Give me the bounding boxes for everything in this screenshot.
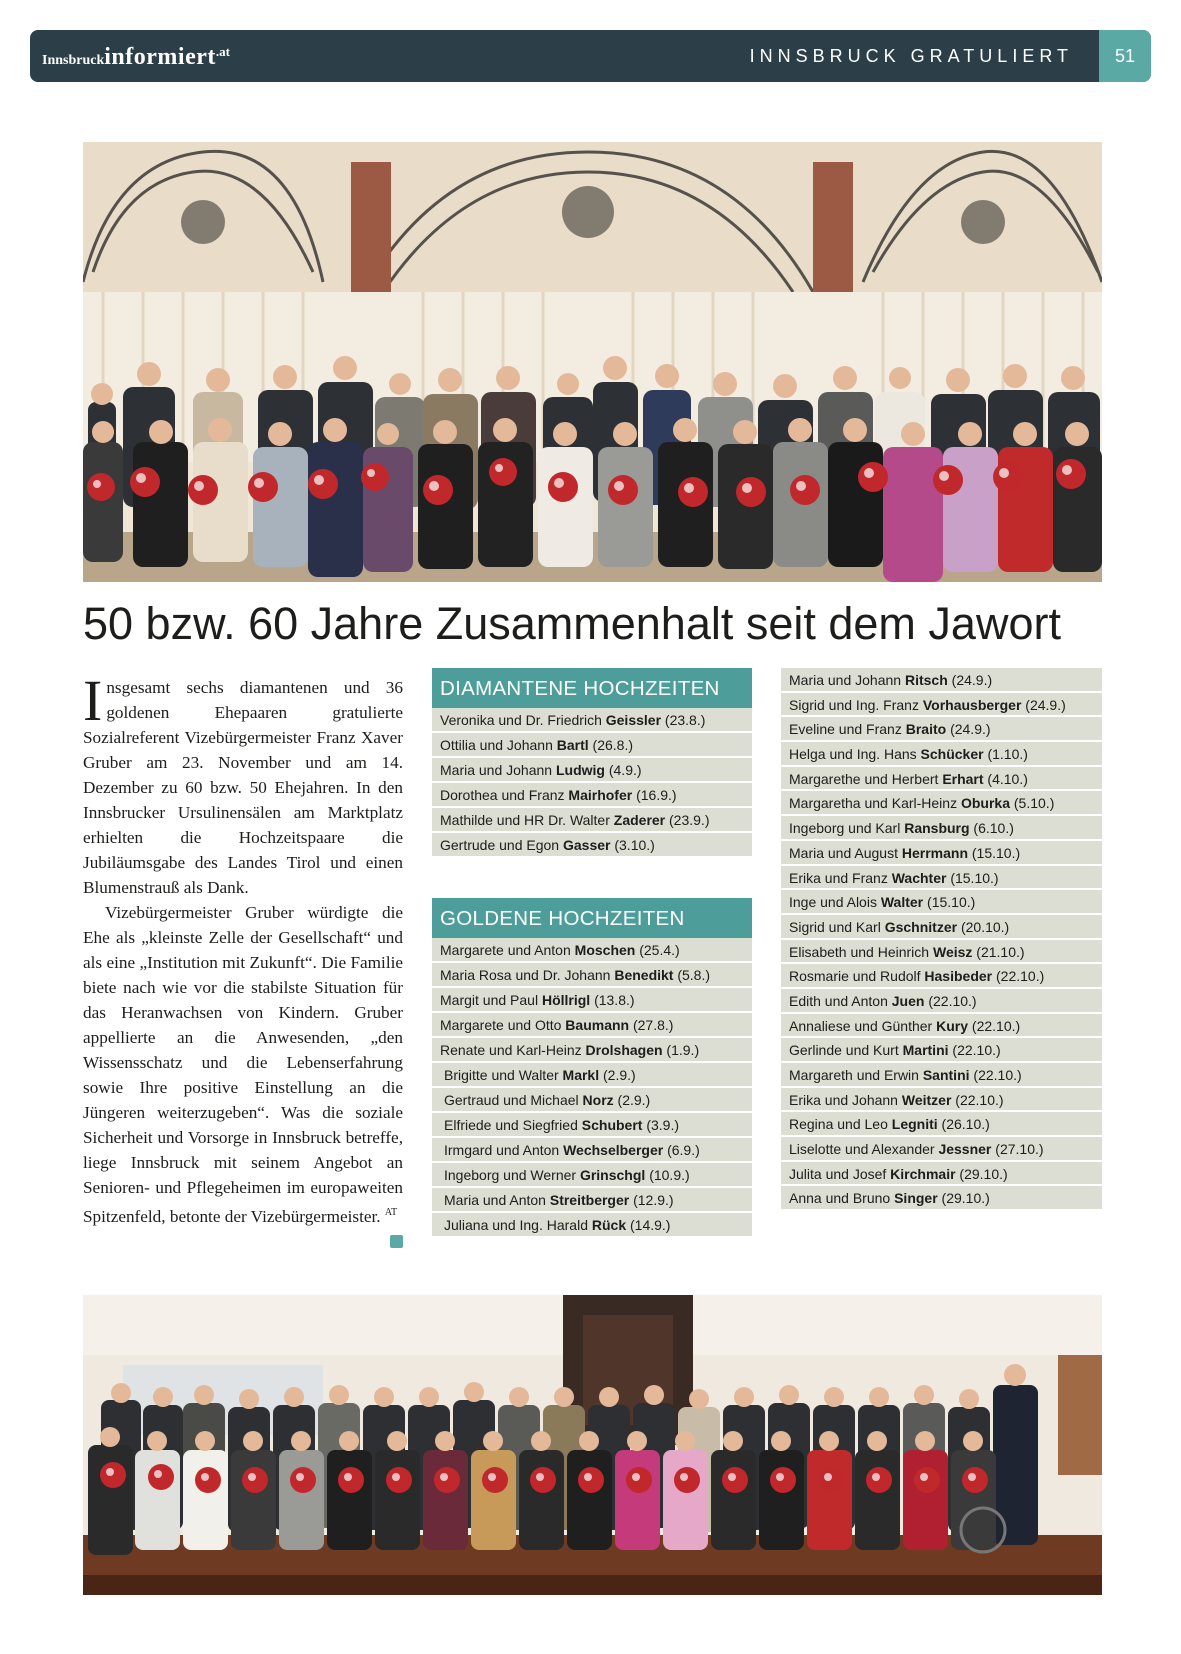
couple-surname: Benedikt <box>614 967 674 983</box>
couple-surname: Kirchmair <box>890 1165 956 1182</box>
couple-first-names: Ingeborg und Karl <box>789 820 905 837</box>
wedding-date: (26.10.) <box>937 1116 990 1133</box>
article-body <box>83 668 403 1248</box>
wedding-couple-row <box>432 1213 752 1238</box>
wedding-couple-row <box>432 1113 752 1138</box>
couple-surname: Weitzer <box>901 1091 952 1108</box>
wedding-date: (1.9.) <box>662 1042 700 1058</box>
wedding-couple-row <box>781 742 1102 767</box>
wedding-date: (6.10.) <box>969 820 1014 837</box>
couple-surname: Ransburg <box>904 820 970 837</box>
wedding-couple-row <box>432 1163 752 1188</box>
wedding-couple-row <box>781 890 1102 915</box>
group-photo-bottom-image <box>83 1295 1102 1595</box>
wedding-date: (20.10.) <box>957 918 1010 935</box>
couple-first-names: Annaliese und Günther <box>789 1017 937 1034</box>
article-headline: 50 bzw. 60 Jahre Zusammenhalt seit dem Jawort <box>83 598 1061 649</box>
wedding-date: (22.10.) <box>969 1067 1022 1083</box>
wedding-couple-row <box>781 1186 1102 1211</box>
wedding-couple-row <box>781 866 1102 891</box>
couple-first-names: Liselotte und Alexander <box>789 1141 939 1158</box>
couple-first-names: Sigrid und Karl <box>789 918 885 935</box>
group-photo-top-image <box>83 142 1102 582</box>
wedding-couple-row <box>781 1137 1102 1162</box>
wedding-couple-row <box>781 1014 1102 1039</box>
wedding-date: (24.9.) <box>947 672 993 688</box>
wedding-couple-row <box>432 963 752 988</box>
couple-first-names: Margit und Paul <box>440 992 542 1008</box>
wedding-couple-row <box>781 1063 1102 1088</box>
author-initials: AT <box>384 1207 398 1218</box>
wedding-couple-row <box>781 717 1102 742</box>
wedding-couple-row <box>432 988 752 1013</box>
wedding-couple-row <box>432 733 752 758</box>
couple-first-names: Edith und Anton <box>789 992 892 1009</box>
wedding-date: (3.9.) <box>642 1117 680 1133</box>
wedding-date: (25.4.) <box>635 942 680 958</box>
wedding-date: (22.10.) <box>951 1091 1004 1108</box>
wedding-couple-row <box>781 1162 1102 1187</box>
wedding-date: (10.9.) <box>645 1167 690 1183</box>
couple-surname: Wachter <box>891 869 947 886</box>
couple-surname: Norz <box>582 1092 614 1108</box>
couple-first-names: Maria und Johann <box>789 672 905 688</box>
wedding-date: (13.8.) <box>590 992 635 1008</box>
wedding-couple-row <box>432 833 752 858</box>
couple-surname: Bartl <box>556 737 589 753</box>
golden-weddings-title: GOLDENE HOCHZEITEN <box>432 898 752 938</box>
couple-first-names: Gertraud und Michael <box>444 1092 583 1108</box>
wedding-couple-row <box>432 1013 752 1038</box>
couple-surname: Braito <box>905 721 947 738</box>
couple-first-names: Sigrid und Ing. Franz <box>789 696 923 713</box>
logo-tld: .at <box>215 44 230 59</box>
section-title: INNSBRUCK GRATULIERT <box>749 46 1073 66</box>
page-header <box>30 30 1151 82</box>
couple-first-names: Irmgard und Anton <box>444 1142 564 1158</box>
wedding-couple-row <box>432 758 752 783</box>
wedding-date: (6.9.) <box>663 1142 700 1158</box>
couple-first-names: Maria Rosa und Dr. Johann <box>440 967 615 983</box>
logo-city: Innsbruck <box>42 53 105 68</box>
couple-surname: Höllrigl <box>541 992 591 1008</box>
end-mark-icon <box>390 1235 403 1248</box>
wedding-date: (22.10.) <box>924 992 977 1009</box>
wedding-date: (24.9.) <box>1021 696 1066 713</box>
golden-weddings-rows-continued <box>781 668 1102 1211</box>
group-photo-bottom <box>83 1295 1102 1595</box>
wedding-couple-row <box>781 668 1102 693</box>
couple-first-names: Margaretha und Karl-Heinz <box>789 795 961 812</box>
couple-surname: Vorhausberger <box>922 696 1022 713</box>
group-photo-top <box>83 142 1102 582</box>
couple-surname: Wechselberger <box>563 1142 664 1158</box>
couple-first-names: Helga und Ing. Hans <box>789 746 921 763</box>
wedding-couple-row <box>781 1088 1102 1113</box>
wedding-couple-row <box>781 791 1102 816</box>
couple-surname: Gasser <box>562 837 611 853</box>
wedding-date: (23.8.) <box>661 712 706 728</box>
couple-first-names: Anna und Bruno <box>789 1190 895 1207</box>
couple-first-names: Maria und August <box>789 844 902 861</box>
golden-weddings-list-continued <box>781 668 1102 1211</box>
couple-first-names: Brigitte und Walter <box>444 1067 563 1083</box>
wedding-date: (1.10.) <box>983 746 1028 763</box>
couple-surname: Grinschgl <box>579 1167 646 1183</box>
wedding-couple-row <box>432 808 752 833</box>
couple-surname: Markl <box>562 1067 600 1083</box>
wedding-couple-row <box>781 1112 1102 1137</box>
couple-surname: Mairhofer <box>568 787 633 803</box>
wedding-date: (5.8.) <box>673 967 711 983</box>
wedding-date: (5.10.) <box>1010 795 1055 812</box>
wedding-couple-row <box>781 989 1102 1014</box>
couple-first-names: Elfriede und Siegfried <box>444 1117 582 1133</box>
couple-first-names: Margarete und Otto <box>440 1017 566 1033</box>
couple-surname: Kury <box>936 1017 969 1034</box>
wedding-couple-row <box>432 1063 752 1088</box>
couple-surname: Schubert <box>581 1117 643 1133</box>
couple-surname: Streitberger <box>549 1192 630 1208</box>
couple-surname: Hasibeder <box>924 968 993 985</box>
couple-first-names: Margarethe und Herbert <box>789 770 943 787</box>
couple-first-names: Margarete und Anton <box>440 942 575 958</box>
couple-first-names: Maria und Anton <box>444 1192 550 1208</box>
wedding-date: (4.9.) <box>604 762 642 778</box>
couple-surname: Erhart <box>942 770 984 787</box>
golden-weddings-rows <box>432 938 752 1238</box>
couple-first-names: Rosmarie und Rudolf <box>789 968 925 985</box>
couple-first-names: Maria und Johann <box>440 762 556 778</box>
couple-first-names: Ottilia und Johann <box>440 737 557 753</box>
logo-word: informiert <box>104 44 216 70</box>
couple-surname: Ritsch <box>904 672 948 688</box>
wedding-couple-row <box>781 964 1102 989</box>
couple-first-names: Erika und Franz <box>789 869 892 886</box>
wedding-date: (3.10.) <box>610 837 655 853</box>
wedding-date: (21.10.) <box>972 943 1025 960</box>
wedding-date: (29.10.) <box>937 1190 990 1207</box>
wedding-date: (26.8.) <box>588 737 634 753</box>
couple-surname: Gschnitzer <box>884 918 958 935</box>
wedding-couple-row <box>781 940 1102 965</box>
wedding-date: (27.10.) <box>991 1141 1044 1158</box>
wedding-date: (22.10.) <box>968 1017 1021 1034</box>
paragraph-2-text: Vizebürgermeister Gruber würdigte die Ehe als „kleinste Zelle der Gesellschaft“ und als eine „Institution mit Zukunft“. Die Familie biete nach wie vor die stabilste Situation für das Heranwachsen von Kindern. Gruber appellierte an die Anwesenden, „den Wissensschatz und die Lebenserfahrung sowie Ihre positive Einstellung an die Jüngeren weiterzugeben“. Was die soziale Sicherheit und Vorsorge in Innsbruck betreffe, liege Innsbruck mit seinem Angebot an Senioren- und Pflegeheimen im europaweiten Spitzenfeld, betonte der Vizebürgermeister. <box>83 903 403 1226</box>
couple-surname: Weisz <box>932 943 973 960</box>
couple-surname: Walter <box>880 894 924 911</box>
wedding-couple-row <box>432 708 752 733</box>
couple-surname: Rück <box>591 1217 627 1233</box>
couple-first-names: Elisabeth und Heinrich <box>789 943 933 960</box>
couple-surname: Herrmann <box>901 844 968 861</box>
wedding-date: (29.10.) <box>955 1165 1008 1182</box>
couple-first-names: Renate und Karl-Heinz <box>440 1042 586 1058</box>
wedding-date: (23.9.) <box>665 812 710 828</box>
wedding-date: (22.10.) <box>948 1042 1001 1059</box>
couple-surname: Geissler <box>605 712 662 728</box>
wedding-couple-row <box>432 1138 752 1163</box>
couple-surname: Legniti <box>891 1116 938 1133</box>
wedding-couple-row <box>432 1188 752 1213</box>
couple-first-names: Eveline und Franz <box>789 721 906 738</box>
wedding-couple-row <box>781 693 1102 718</box>
couple-first-names: Gertrude und Egon <box>440 837 563 853</box>
wedding-couple-row <box>432 1038 752 1063</box>
wedding-date: (27.8.) <box>629 1017 674 1033</box>
dropcap: I <box>83 668 103 733</box>
couple-surname: Drolshagen <box>585 1042 663 1058</box>
couple-surname: Santini <box>922 1067 970 1083</box>
couple-surname: Zaderer <box>613 812 666 828</box>
diamond-weddings-rows <box>432 708 752 858</box>
wedding-couple-row <box>781 767 1102 792</box>
wedding-date: (15.10.) <box>968 844 1021 861</box>
couple-surname: Juen <box>891 992 925 1009</box>
couple-first-names: Mathilde und HR Dr. Walter <box>440 812 614 828</box>
wedding-date: (14.9.) <box>626 1217 671 1233</box>
couple-first-names: Julita und Josef <box>789 1165 891 1182</box>
wedding-couple-row <box>781 1038 1102 1063</box>
couple-first-names: Margareth und Erwin <box>789 1067 923 1083</box>
couple-surname: Jessner <box>938 1141 992 1158</box>
wedding-date: (2.9.) <box>599 1067 636 1083</box>
wedding-date: (16.9.) <box>632 787 677 803</box>
wedding-couple-row <box>432 1088 752 1113</box>
wedding-couple-row <box>432 783 752 808</box>
wedding-date: (2.9.) <box>613 1092 651 1108</box>
couple-surname: Schücker <box>920 746 984 763</box>
wedding-date: (4.10.) <box>983 770 1028 787</box>
wedding-couple-row <box>432 938 752 963</box>
wedding-date: (12.9.) <box>629 1192 674 1208</box>
wedding-date: (22.10.) <box>992 968 1045 985</box>
wedding-couple-row <box>781 841 1102 866</box>
wedding-couple-row <box>781 915 1102 940</box>
page-number: 51 <box>1099 30 1151 82</box>
wedding-date: (15.10.) <box>946 869 999 886</box>
couple-first-names: Gerlinde und Kurt <box>789 1042 903 1059</box>
couple-surname: Oburka <box>960 795 1010 812</box>
wedding-date: (15.10.) <box>923 894 976 911</box>
couple-first-names: Erika und Johann <box>789 1091 902 1108</box>
couple-first-names: Veronika und Dr. Friedrich <box>440 712 606 728</box>
couple-first-names: Inge und Alois <box>789 894 881 911</box>
couple-first-names: Dorothea und Franz <box>440 787 569 803</box>
publication-logo <box>42 44 230 71</box>
diamond-weddings-title: DIAMANTENE HOCHZEITEN <box>432 668 752 708</box>
article-paragraph-2 <box>83 900 403 1229</box>
couple-surname: Baumann <box>565 1017 630 1033</box>
couple-surname: Ludwig <box>555 762 605 778</box>
article-paragraph-1 <box>83 668 403 900</box>
wedding-date: (24.9.) <box>946 721 991 738</box>
couple-first-names: Regina und Leo <box>789 1116 892 1133</box>
couple-surname: Moschen <box>574 942 636 958</box>
diamond-weddings-list <box>432 668 752 858</box>
couple-surname: Martini <box>902 1042 949 1059</box>
couple-first-names: Juliana und Ing. Harald <box>444 1217 592 1233</box>
wedding-couple-row <box>781 816 1102 841</box>
couple-first-names: Ingeborg und Werner <box>444 1167 580 1183</box>
couple-surname: Singer <box>894 1190 938 1207</box>
golden-weddings-list <box>432 898 752 1238</box>
paragraph-1-text: nsgesamt sechs diamantenen und 36 goldenen Ehepaaren gratulierte Sozialreferent Vizebürgermeister Franz Xaver Gruber am 23. November und am 14. Dezember zu 60 bzw. 50 Ehejahren. In den Innsbrucker Ursulinensälen am Marktplatz erhielten die Hochzeitspaare die Jubiläumsgabe des Landes Tirol und einen Blumenstrauß als Dank. <box>83 678 403 897</box>
